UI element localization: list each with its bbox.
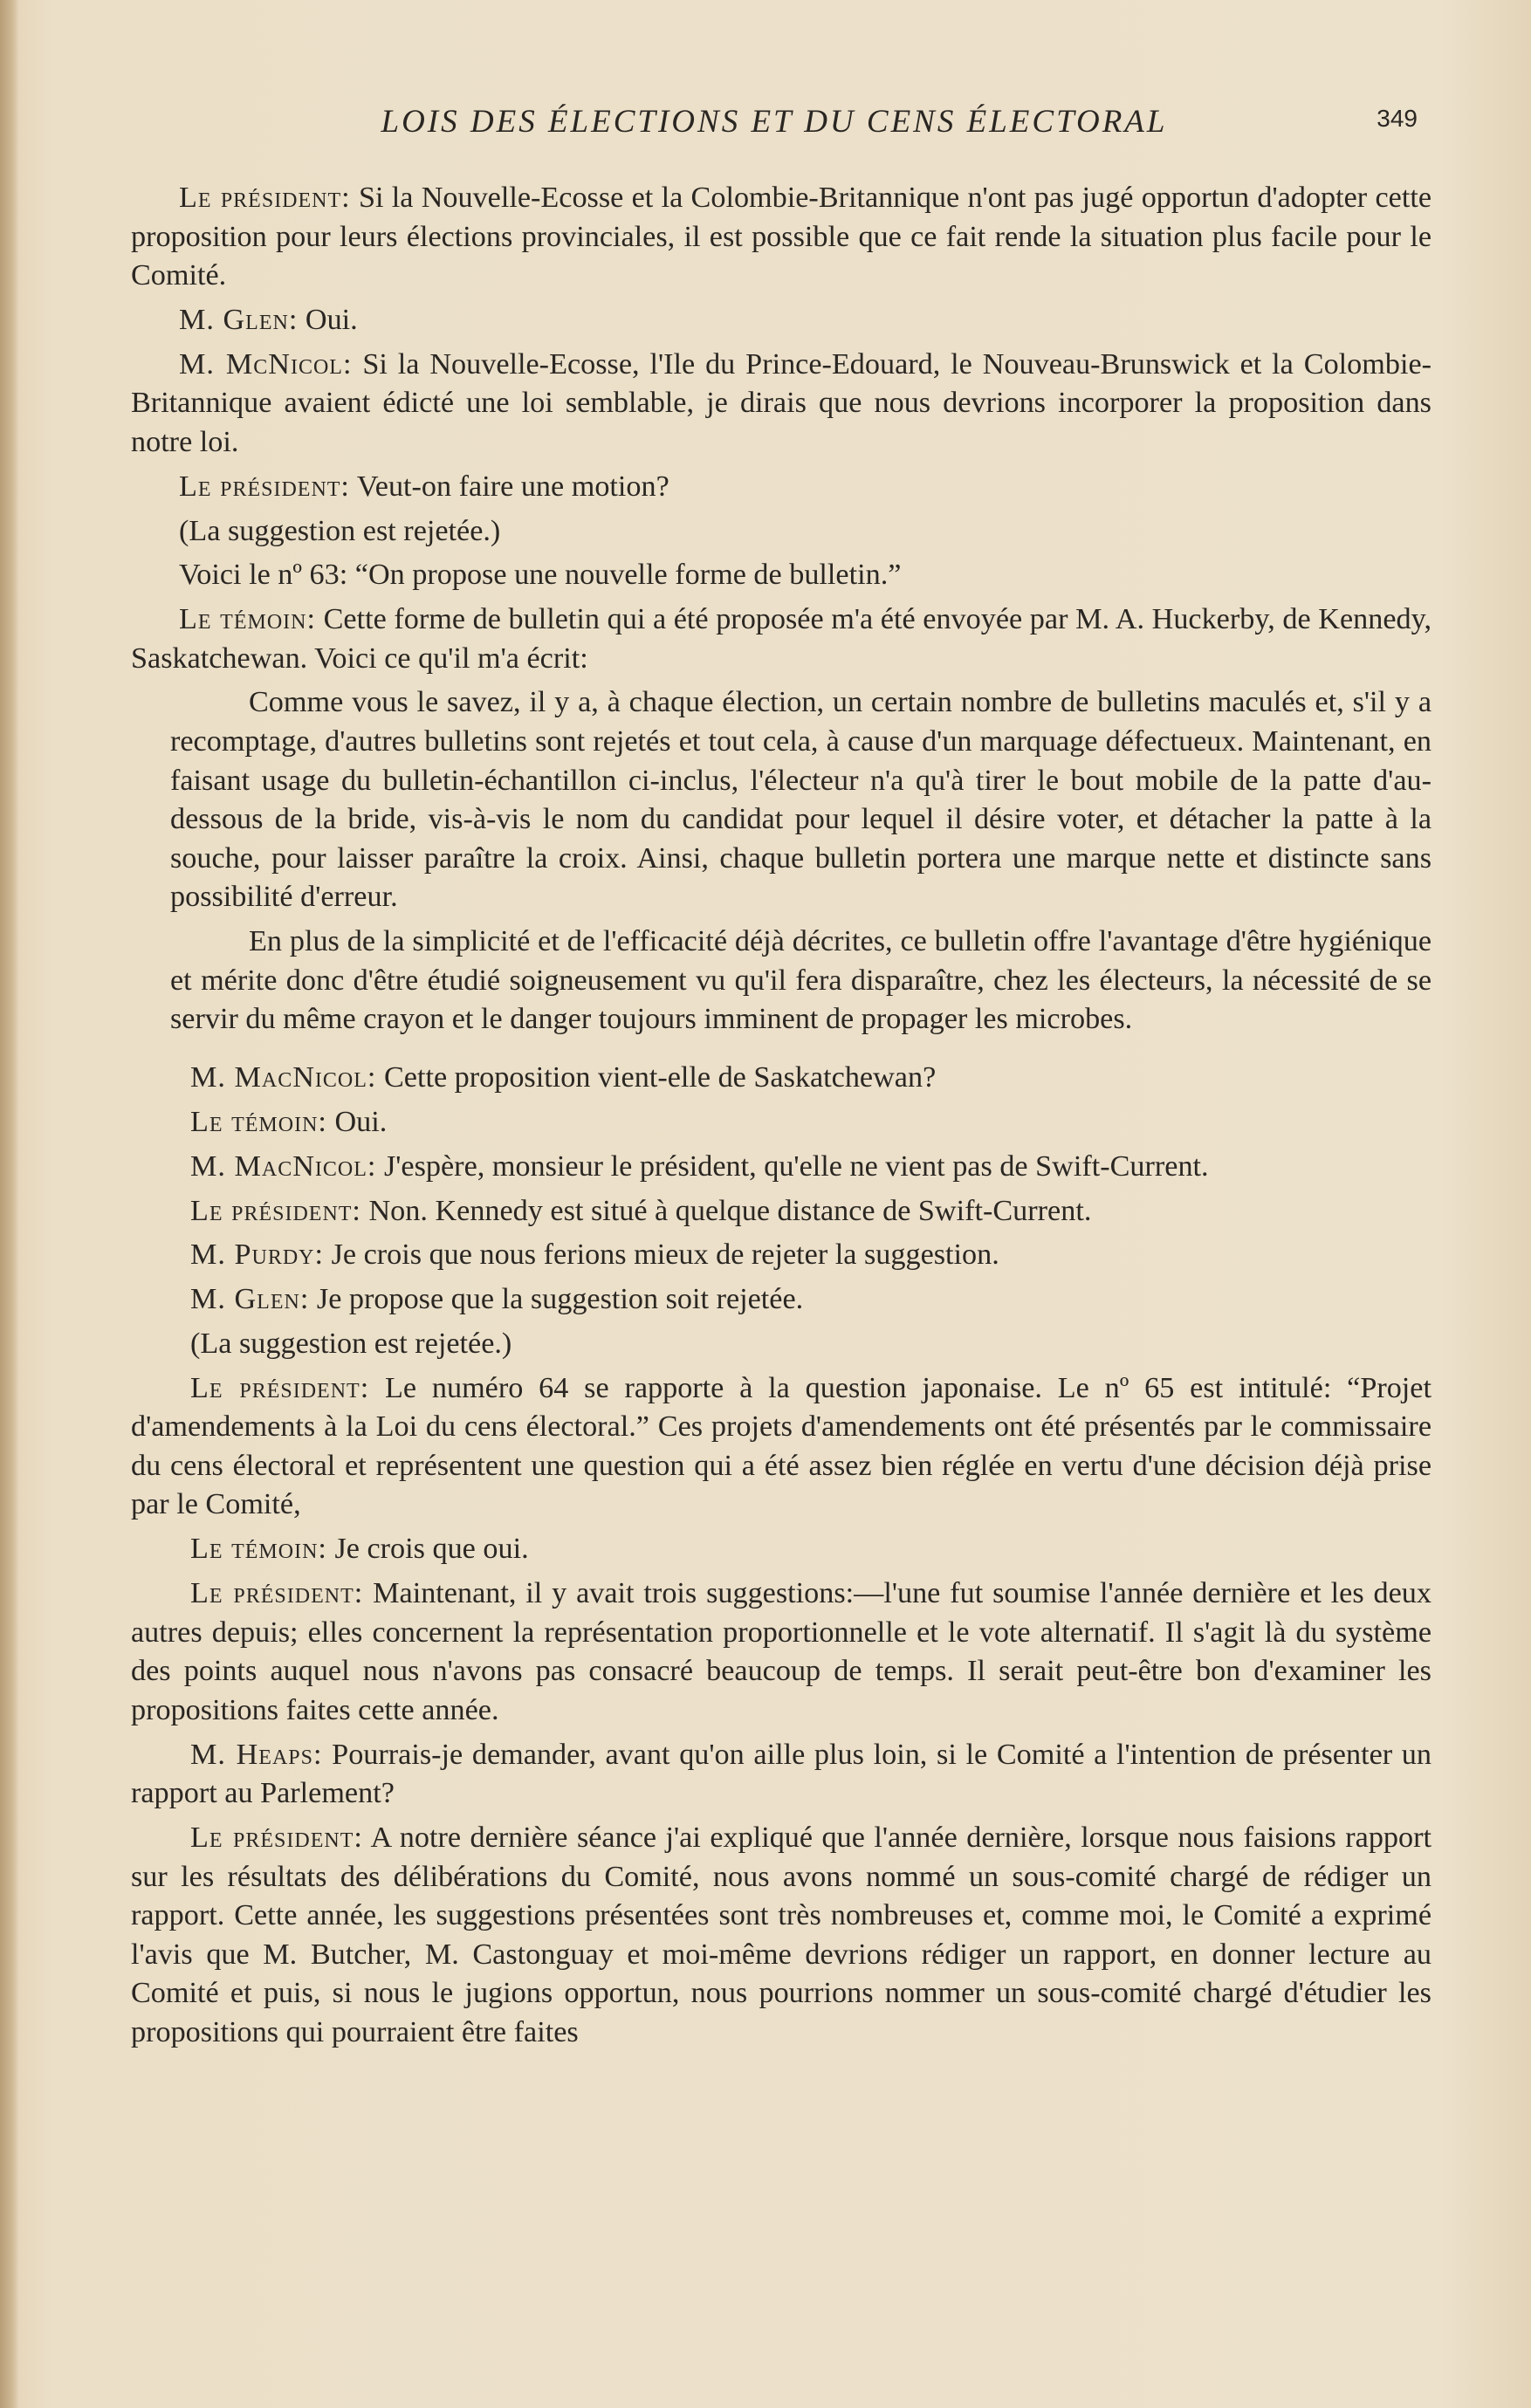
paragraph <box>131 301 1431 340</box>
speaker-label: M. Glen: <box>190 1283 310 1316</box>
speaker-label: M. MacNicol: <box>190 1061 377 1094</box>
paragraph-text: Je crois que nous ferions mieux de rejeter la suggestion. <box>324 1238 999 1272</box>
paragraph-text: Non. Kennedy est situé à quelque distance de Swift-Current. <box>360 1194 1092 1227</box>
page-body <box>131 179 1431 2058</box>
speaker-label: Le président: <box>190 1821 363 1854</box>
speaker-label: Le président: <box>190 1371 370 1404</box>
speaker-label: Le témoin: <box>190 1533 327 1566</box>
paragraph-text: Pourrais-je demander, avant qu'on aille plus loin, si le Comité a l'intention de présenter un rapport au Parlement? <box>131 1738 1431 1810</box>
paragraph <box>131 346 1431 463</box>
speaker-label: Le président: <box>179 182 351 214</box>
paragraph <box>131 1059 1431 1098</box>
paragraph <box>131 1325 1431 1364</box>
paragraph-text: J'espère, monsieur le président, qu'elle ne vient pas de Swift-Current. <box>376 1149 1209 1183</box>
paragraph-text: Oui. <box>298 303 358 336</box>
page-header <box>131 103 1418 147</box>
paragraph <box>131 468 1431 507</box>
paragraph-text: Si la Nouvelle-Ecosse et la Colombie-Britannique n'ont pas jugé opportun d'adopter cette proposition pour leurs élections provinciales, il est possible que ce fait rende la situation plus facile pour le Comité. <box>131 182 1431 292</box>
paragraph-text: Cette forme de bulletin qui a été proposée m'a été envoyée par M. A. Huckerby, de Kennedy, Saskatchewan. Voici ce qu'il m'a écrit: <box>131 603 1432 675</box>
speaker-label: M. MacNicol: <box>190 1149 377 1183</box>
paragraph-text: Veut-on faire une motion? <box>349 470 669 503</box>
paragraph <box>131 1369 1431 1525</box>
speaker-label: M. Heaps: <box>190 1738 323 1771</box>
speaker-label: M. Purdy: <box>190 1238 325 1272</box>
paragraph <box>131 512 1431 552</box>
speaker-label: Le témoin: <box>179 603 316 636</box>
running-title: LOIS DES ÉLECTIONS ET DU CENS ÉLECTORAL <box>381 104 1168 140</box>
paragraph-text: Si la Nouvelle-Ecosse, l'Ile du Prince-Edouard, le Nouveau-Brunswick et la Colombie-Britannique avaient édicté une loi semblable, je dirais que nous devrions incorporer la proposition dans notre loi. <box>131 347 1431 458</box>
paragraph <box>131 1574 1431 1730</box>
speaker-label: M. Glen: <box>179 303 299 336</box>
paragraph-text: Je propose que la suggestion soit rejetée. <box>309 1283 804 1316</box>
paragraph-text: Je crois que oui. <box>326 1533 529 1566</box>
paragraph <box>131 179 1431 296</box>
paragraph-text: A notre dernière séance j'ai expliqué que l'année dernière, lorsque nous faisions rapport sur les résultats des délibérations du Comité, nous avons nommé un sous-comité chargé de rédiger un rapport. Cette année, les suggestions présentées sont très nombreuses et, comme moi, le Comité a exprimé l'avis que M. Butcher, M. Castonguay et moi-même devrions rédiger un rapport, en donner lecture au Comité et puis, si nous le jugions opportun, nous pourrions nommer un sous-comité chargé d'étudier les propositions qui pourraient être faites <box>131 1821 1431 2048</box>
page-number: 349 <box>1377 105 1418 132</box>
paragraph <box>131 1148 1431 1187</box>
paragraph-text: (La suggestion est rejetée.) <box>190 1327 512 1360</box>
quoted-letter-paragraph: Comme vous le savez, il y a, à chaque élection, un certain nombre de bulletins maculés et, s'il y a recomptage, d'autres bulletins sont rejetés et tout cela, à cause d'un marquage défectueux. Maintenant, en faisant usage du bulletin-échantillon ci-inclus, l'électeur n'a qu'à tirer le bout mobile de la patte d'au-dessous de la bride, vis-à-vis le nom du candidat pour lequel il désire voter, et détacher la patte à la souche, pour laisser paraître la croix. Ainsi, chaque bulletin portera une marque nette et distincte sans possibilité d'erreur. <box>170 686 1431 914</box>
speaker-label: Le président: <box>190 1194 361 1227</box>
paragraph <box>131 1192 1431 1231</box>
paragraph-text: (La suggestion est rejetée.) <box>179 514 501 547</box>
paragraph-text: Voici le nº 63: “On propose une nouvelle forme de bulletin.” <box>179 559 902 592</box>
paragraph <box>131 1103 1431 1142</box>
speaker-label: Le président: <box>179 470 350 503</box>
paragraph-text: Cette proposition vient-elle de Saskatchewan? <box>376 1061 937 1094</box>
paragraph <box>131 600 1431 678</box>
paragraph <box>131 1280 1431 1320</box>
quoted-letter-paragraph: En plus de la simplicité et de l'efficacité déjà décrites, ce bulletin offre l'avantage d'être hygiénique et mérite donc d'être étudié soigneusement vu qu'il fera disparaître, chez les électeurs, la nécessité de se servir du même crayon et le danger toujours imminent de propager les microbes. <box>170 925 1431 1036</box>
paragraph-text: Maintenant, il y avait trois suggestions:—l'une fut soumise l'année dernière et les deux autres depuis; elles concernent la représentation proportionnelle et le vote alternatif. Il s'agit là du système des points auquel nous n'avons pas consacré beaucoup de temps. Il serait peut-être bon d'examiner les propositions faites cette année. <box>131 1576 1431 1726</box>
speaker-label: Le témoin: <box>190 1105 327 1138</box>
page-binding-shadow <box>0 0 19 2408</box>
paragraph <box>131 556 1431 595</box>
paragraph-text: Oui. <box>326 1105 388 1138</box>
paragraph-text: Le numéro 64 se rapporte à la question japonaise. Le nº 65 est intitulé: “Projet d'amendements à la Loi du cens électoral.” Ces projets d'amendements ont été présentés par le commissaire du cens électoral et représentent une question qui a été assez bien réglée en vertu d'une décision déjà prise par le Comité, <box>131 1371 1431 1521</box>
paragraph <box>131 1530 1431 1569</box>
speaker-label: M. McNicol: <box>179 347 353 381</box>
paragraph <box>131 1736 1431 1814</box>
speaker-label: Le président: <box>190 1576 364 1609</box>
paragraph <box>131 1819 1431 2053</box>
paragraph <box>131 1236 1431 1275</box>
